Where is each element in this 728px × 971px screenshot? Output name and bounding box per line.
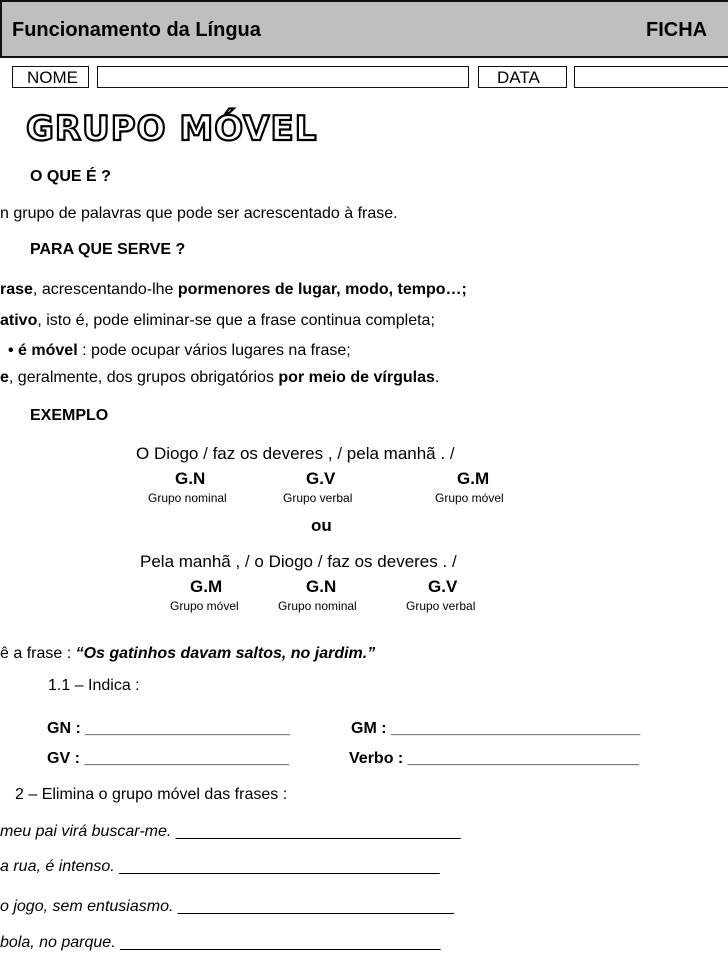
purpose-line-4 [0, 369, 439, 387]
date-field[interactable] [574, 66, 728, 88]
s1-name-gv: Grupo verbal [283, 491, 353, 505]
s1-part-1: O Diogo [136, 444, 199, 463]
section-what-heading: O QUE É ? [30, 168, 111, 185]
ficha-label: FICHA [646, 19, 708, 41]
purpose-line-4-text: , geralmente, dos grupos obrigatórios [8, 369, 279, 386]
exercise-2-item-3-answer[interactable]: _______________________________ [177, 898, 454, 915]
s1-name-gn: Grupo nominal [148, 491, 227, 505]
s2-separator-2: / [317, 552, 323, 571]
purpose-line-4-end: . [434, 369, 440, 386]
purpose-line-1 [0, 281, 467, 299]
s2-part-1: Pela manhã , [140, 552, 241, 571]
exercise-1-intro: ê a frase : [0, 645, 76, 662]
gn-answer-line[interactable]: GN : _______________________ [47, 720, 290, 737]
exercise-2-item-3 [0, 898, 454, 916]
s2-part-2: o Diogo [254, 552, 313, 571]
exercise-2-item-2-text: a rua, é intenso. [0, 858, 120, 875]
s1-separator-2: / [337, 444, 343, 463]
purpose-line-3-text: : pode ocupar vários lugares na frase; [77, 342, 351, 359]
exercise-2-task: 2 – Elimina o grupo móvel das frases : [15, 786, 288, 803]
s2-part-3: faz os deveres . [327, 552, 448, 571]
section-what-text: n grupo de palavras que pode ser acrescentado à frase. [0, 205, 398, 222]
s2-group-gm: G.M [190, 577, 223, 596]
purpose-line-3 [8, 342, 351, 360]
exercise-2-item-4-answer[interactable]: ____________________________________ [120, 934, 441, 951]
example-connector: ou [311, 516, 332, 535]
s1-group-gv: G.V [306, 469, 336, 488]
purpose-line-1-bold: rase [0, 281, 33, 298]
s2-group-gv: G.V [428, 577, 458, 596]
example-heading: EXEMPLO [30, 407, 109, 424]
s2-group-gn: G.N [306, 577, 337, 596]
example-sentence-2 [140, 552, 457, 572]
exercise-2-item-3-text: o jogo, sem entusiasmo. [0, 898, 178, 915]
s1-group-gn: G.N [175, 469, 206, 488]
s1-separator-3: / [449, 444, 455, 463]
exercise-2-item-2 [0, 858, 440, 876]
main-title-text: GRUPO MÓVEL [26, 109, 318, 148]
purpose-line-2-text: , isto é, pode eliminar-se que a frase continua completa; [37, 312, 435, 329]
exercise-2-item-1 [0, 823, 461, 841]
exercise-1-sentence: “Os gatinhos davam saltos, no jardim.” [75, 645, 376, 662]
purpose-line-1-details: pormenores de lugar, modo, tempo…; [177, 281, 467, 298]
example-sentence-1 [136, 444, 455, 464]
purpose-line-4-bold: e [0, 369, 9, 386]
exercise-2-item-1-text: meu pai virá buscar-me. [0, 823, 176, 840]
exercise-2-item-1-answer[interactable]: ________________________________ [175, 823, 461, 840]
purpose-line-2-bold: ativo [0, 312, 38, 329]
s2-name-gv: Grupo verbal [406, 599, 476, 613]
exercise-2-item-2-answer[interactable]: ____________________________________ [119, 858, 440, 875]
purpose-line-3-bold: • é móvel [8, 342, 78, 359]
gv-answer-line[interactable]: GV : _______________________ [47, 750, 289, 767]
s2-name-gm: Grupo móvel [170, 599, 239, 613]
name-label-box [12, 66, 89, 88]
gm-answer-line[interactable]: GM : ____________________________ [351, 720, 641, 737]
exercise-2-item-4-text: bola, no parque. [0, 934, 121, 951]
s1-name-gm: Grupo móvel [435, 491, 504, 505]
s2-separator-3: / [451, 552, 457, 571]
purpose-line-4-commas: por meio de vírgulas [278, 369, 435, 386]
exercise-1-prompt [0, 645, 375, 663]
main-title [26, 104, 366, 148]
s2-separator-1: / [244, 552, 250, 571]
exercise-2-item-4 [0, 934, 440, 952]
purpose-line-1-text: , acrescentando-lhe [32, 281, 178, 298]
s1-group-gm: G.M [457, 469, 490, 488]
header-bar [0, 0, 728, 58]
verbo-answer-line[interactable]: Verbo : __________________________ [349, 750, 640, 767]
date-label: DATA [497, 68, 540, 87]
name-label: NOME [27, 68, 78, 87]
section-purpose-heading: PARA QUE SERVE ? [30, 241, 186, 258]
header-title: Funcionamento da Língua [12, 19, 261, 41]
name-field[interactable] [97, 66, 469, 88]
s1-part-2: faz os deveres , [212, 444, 333, 463]
s1-part-3: pela manhã . [346, 444, 446, 463]
date-label-box [478, 66, 567, 88]
s1-separator-1: / [203, 444, 208, 463]
exercise-1-task: 1.1 – Indica : [48, 677, 140, 694]
s2-name-gn: Grupo nominal [278, 599, 357, 613]
purpose-line-2 [0, 312, 435, 330]
